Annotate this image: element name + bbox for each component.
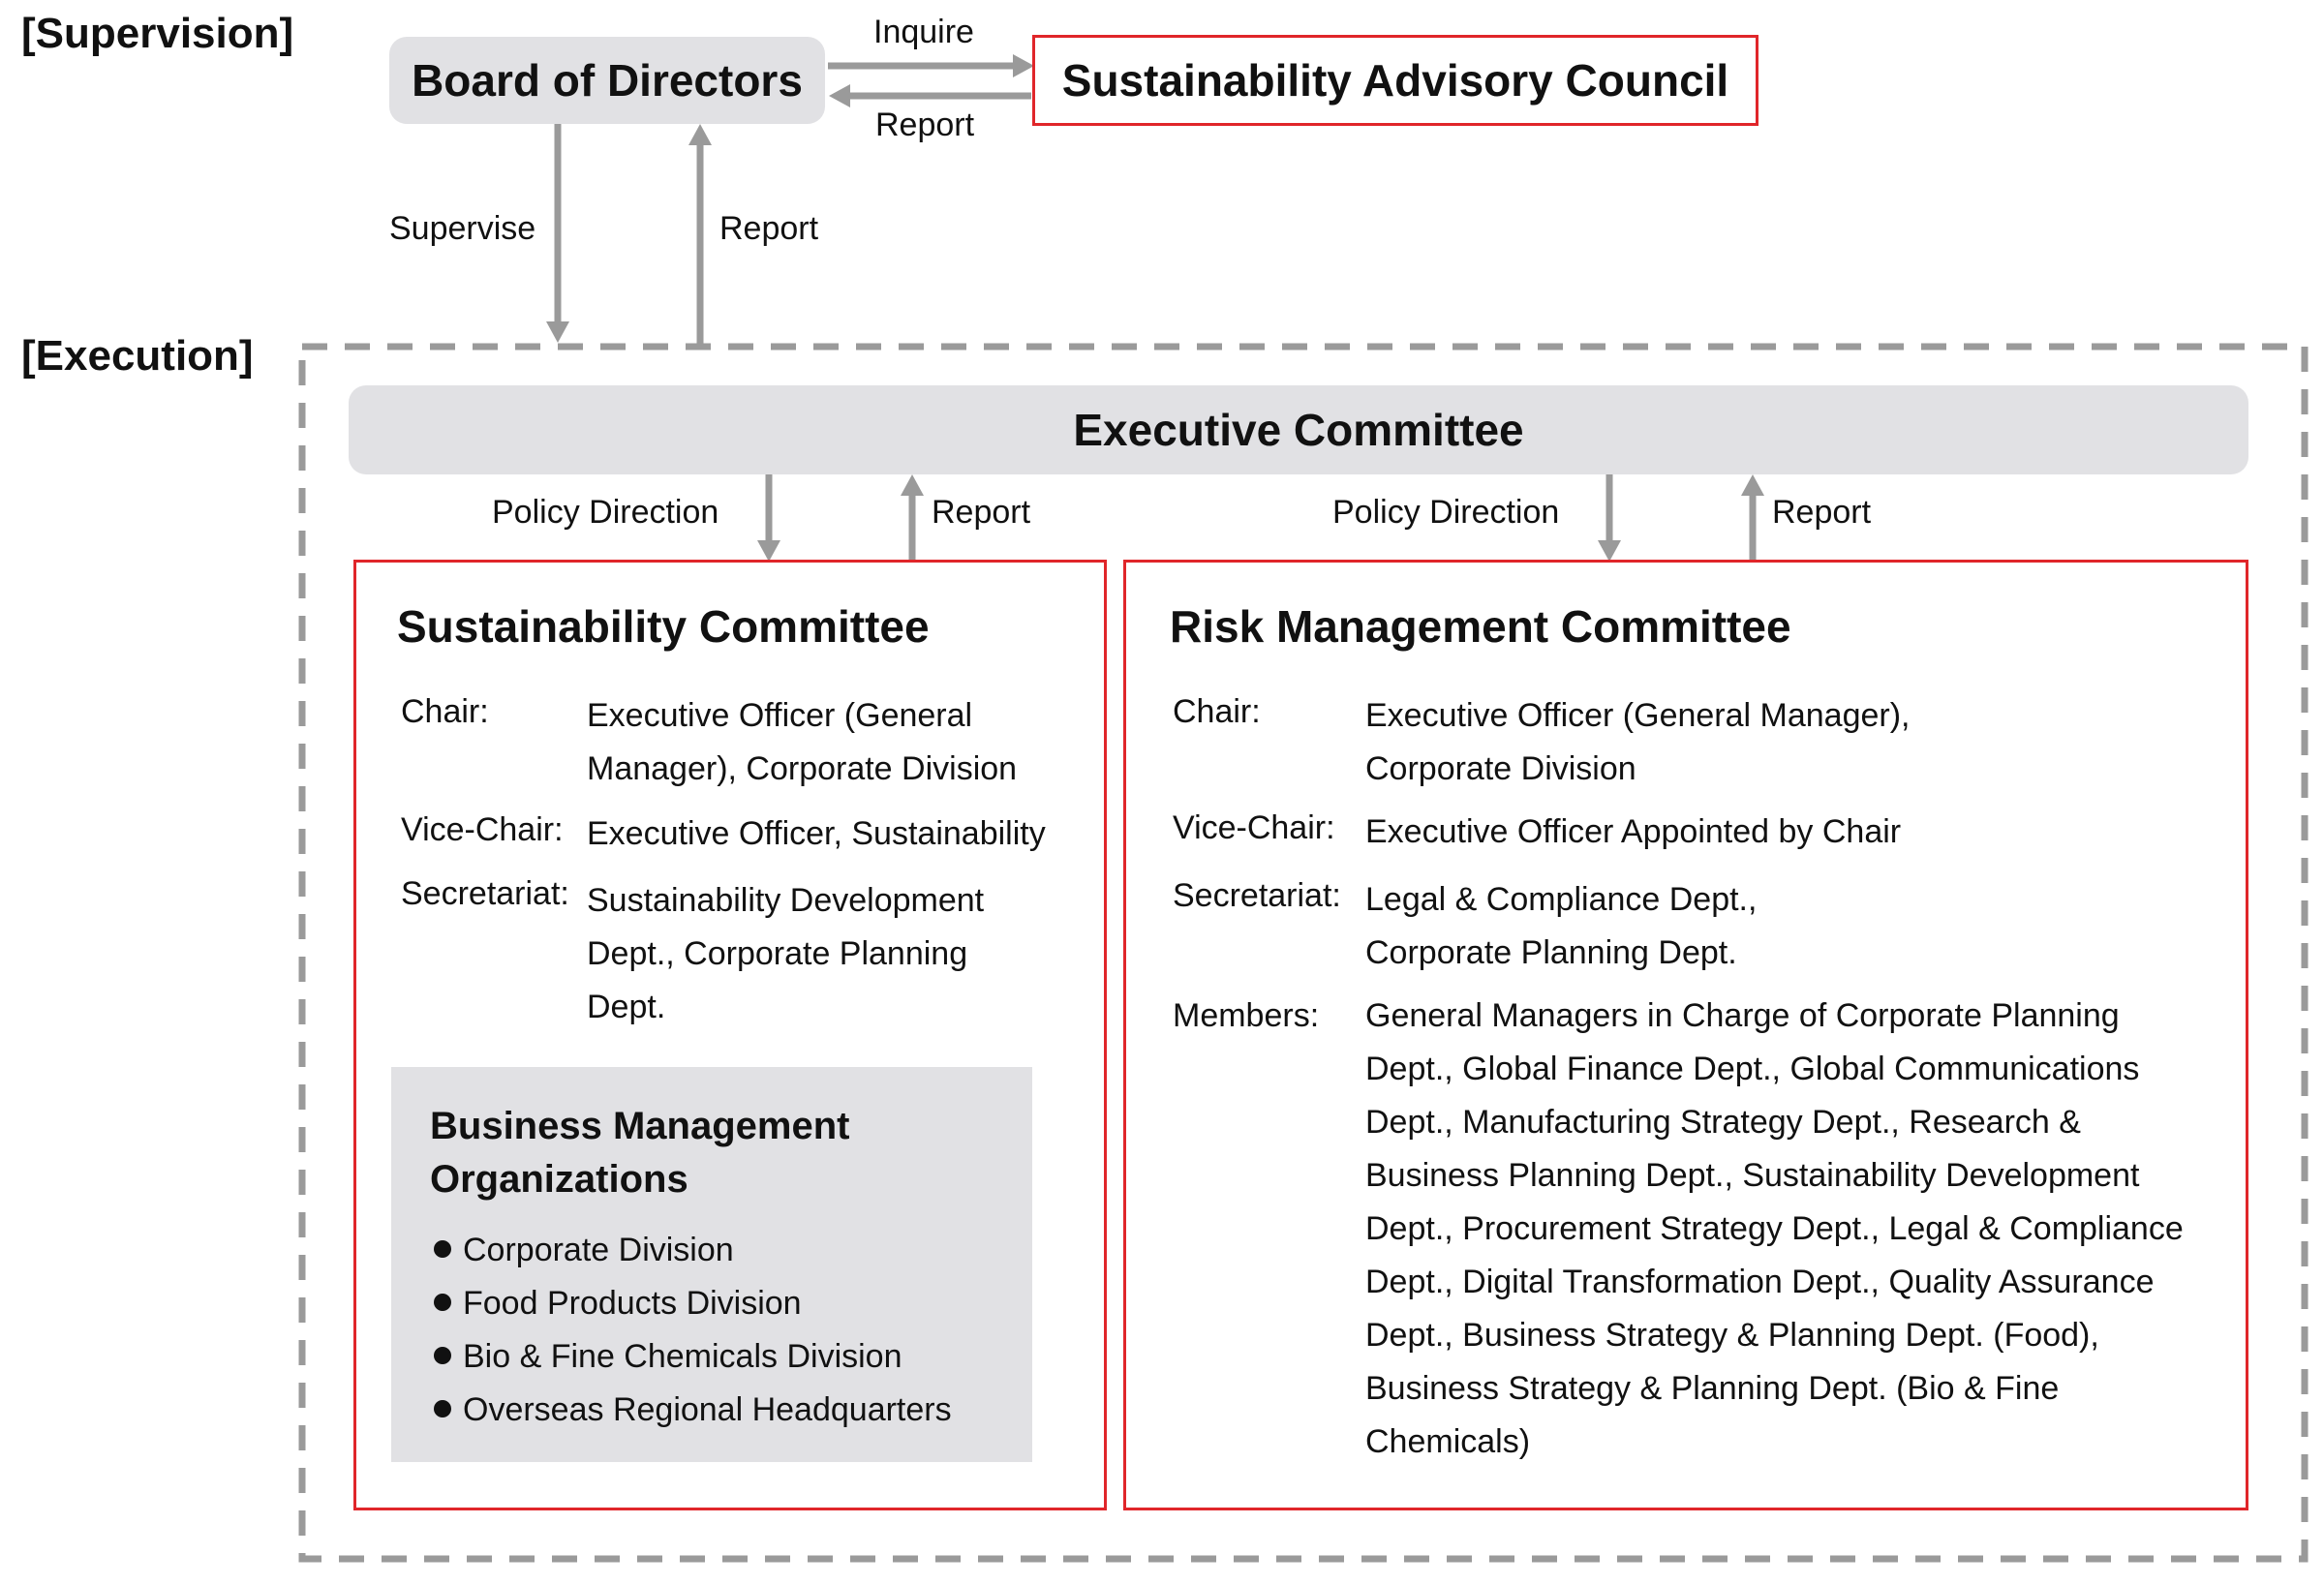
bullet-icon — [434, 1240, 451, 1258]
list-item: Overseas Regional Headquarters — [434, 1384, 952, 1437]
supervision-label: [Supervision] — [21, 10, 294, 57]
sustainability-committee-title: Sustainability Committee — [397, 601, 930, 652]
report-label-left: Report — [932, 494, 1031, 531]
sc-vice-chair-value: Executive Officer, Sustainability — [587, 815, 1046, 852]
bullet-icon — [434, 1347, 451, 1364]
bullet-icon — [434, 1400, 451, 1417]
board-title: Board of Directors — [412, 55, 803, 106]
rc-members-value: General Managers in Charge of Corporate Planning Dept., Global Finance Dept., Global Communications Dept., Manufacturing Strategy Dept., Research & Business Planning Dept., Sustainability Development Dept., Procurement Strategy Dept., Legal & Compliance Dept., Digital Transformation Dept., Quality Assurance Dept., Business Strategy & Planning Dept. (Food), Business Strategy & Planning Dept. (Bio & Fine Chemicals) — [1365, 997, 2184, 1460]
advisory-council-box — [1032, 35, 1758, 126]
board-of-directors-box — [389, 37, 825, 124]
list-item: Corporate Division — [434, 1224, 952, 1277]
policy-direction-label-left: Policy Direction — [492, 494, 719, 531]
bullet-icon — [434, 1294, 451, 1311]
list-item: Bio & Fine Chemicals Division — [434, 1330, 952, 1384]
executive-committee-title: Executive Committee — [1073, 405, 1524, 455]
rc-vice-chair-value: Executive Officer Appointed by Chair — [1365, 813, 1902, 850]
supervise-label: Supervise — [389, 210, 536, 247]
execution-label: [Execution] — [21, 332, 254, 380]
sc-secretariat-label: Secretariat: — [401, 875, 569, 912]
policy-direction-label-right: Policy Direction — [1332, 494, 1560, 531]
risk-committee-title: Risk Management Committee — [1170, 601, 1791, 652]
rc-secretariat-label: Secretariat: — [1173, 877, 1341, 914]
business-management-title: Business Management Organizations — [430, 1105, 850, 1201]
rc-chair-label: Chair: — [1173, 693, 1261, 730]
rc-members-label: Members: — [1173, 997, 1320, 1034]
executive-committee-box — [349, 385, 2248, 474]
report-label-board: Report — [719, 210, 819, 247]
list-item: Food Products Division — [434, 1277, 952, 1330]
rc-chair-value: Executive Officer (General Manager), Corporate Division — [1365, 697, 1911, 787]
advisory-title: Sustainability Advisory Council — [1061, 55, 1729, 106]
rc-vice-chair-label: Vice-Chair: — [1173, 809, 1335, 846]
report-label-advisory: Report — [875, 107, 975, 143]
sc-vice-chair-label: Vice-Chair: — [401, 811, 564, 848]
sc-chair-value: Executive Officer (General Manager), Corporate Division — [587, 697, 1018, 787]
sc-chair-label: Chair: — [401, 693, 489, 730]
inquire-label: Inquire — [873, 14, 974, 50]
rc-secretariat-value: Legal & Compliance Dept., Corporate Planning Dept. — [1365, 881, 1758, 971]
report-label-right: Report — [1772, 494, 1872, 531]
sc-secretariat-value: Sustainability Development Dept., Corporate Planning Dept. — [587, 882, 985, 1025]
business-management-list — [434, 1224, 952, 1437]
